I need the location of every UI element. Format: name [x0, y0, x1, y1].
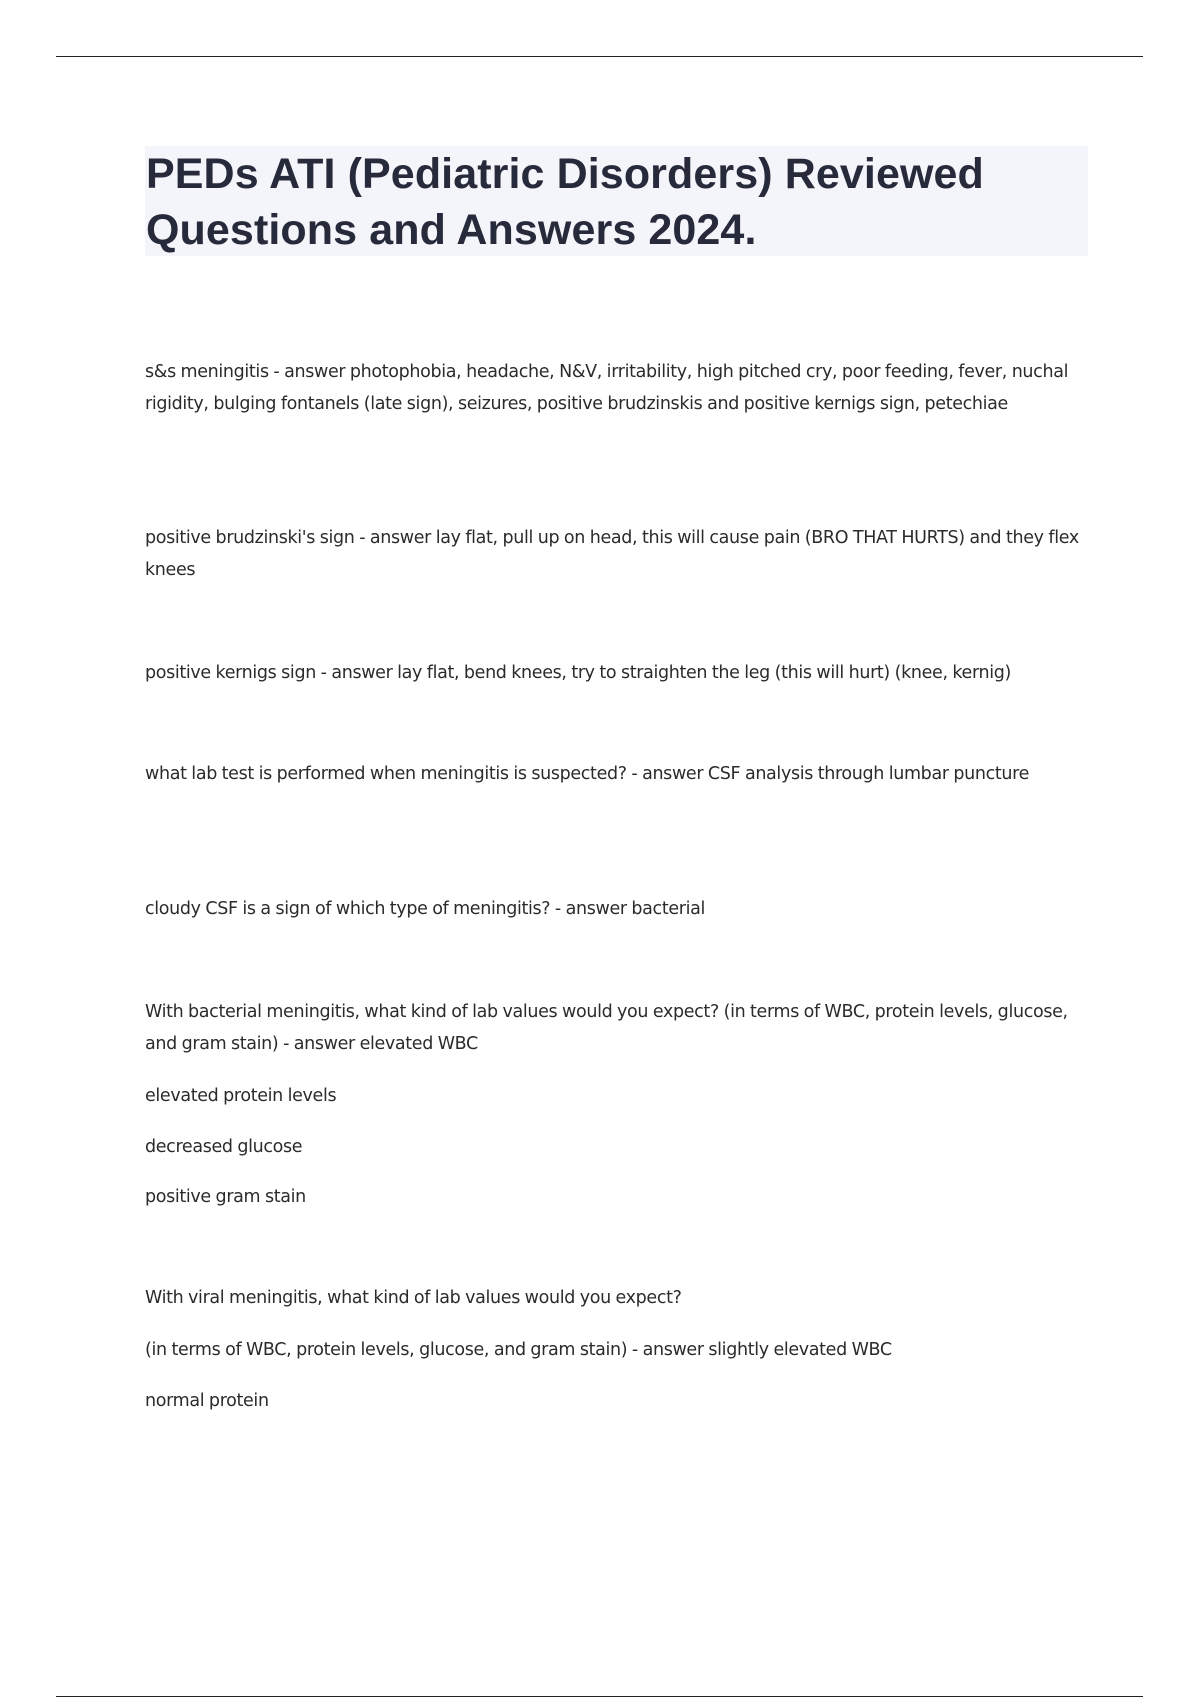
qa-paragraph: (in terms of WBC, protein levels, glucose, and gram stain) - answer slightly elevated WBC [145, 1340, 892, 1360]
qa-paragraph: cloudy CSF is a sign of which type of meningitis? - answer bacterial [145, 899, 705, 919]
qa-paragraph: With viral meningitis, what kind of lab values would you expect? [145, 1288, 682, 1308]
qa-paragraph: positive kernigs sign - answer lay flat, bend knees, try to straighten the leg (this will hurt) (knee, kernig) [145, 663, 1011, 683]
document-title: PEDs ATI (Pediatric Disorders) Reviewed Questions and Answers 2024. [146, 150, 984, 254]
title-block [145, 146, 1088, 256]
qa-paragraph: what lab test is performed when meningitis is suspected? - answer CSF analysis through lumbar puncture [145, 764, 1030, 784]
qa-paragraph: elevated protein levels [145, 1086, 337, 1106]
qa-paragraph: decreased glucose [145, 1137, 303, 1157]
qa-paragraph: normal protein [145, 1391, 269, 1411]
bottom-rule [56, 1696, 1143, 1697]
qa-paragraph: positive gram stain [145, 1187, 306, 1207]
qa-paragraph: positive brudzinski's sign - answer lay flat, pull up on head, this will cause pain (BRO THAT HURTS) and they flex knees [145, 528, 1079, 580]
qa-paragraph: s&s meningitis - answer photophobia, headache, N&V, irritability, high pitched cry, poor feeding, fever, nuchal rigidity, bulging fontanels (late sign), seizures, positive brudzinskis and positive kernigs sign, petechiae [145, 362, 1069, 414]
qa-paragraph: With bacterial meningitis, what kind of lab values would you expect? (in terms of WBC, protein levels, glucose, and gram stain) - answer elevated WBC [145, 1002, 1068, 1054]
top-rule [56, 56, 1143, 57]
